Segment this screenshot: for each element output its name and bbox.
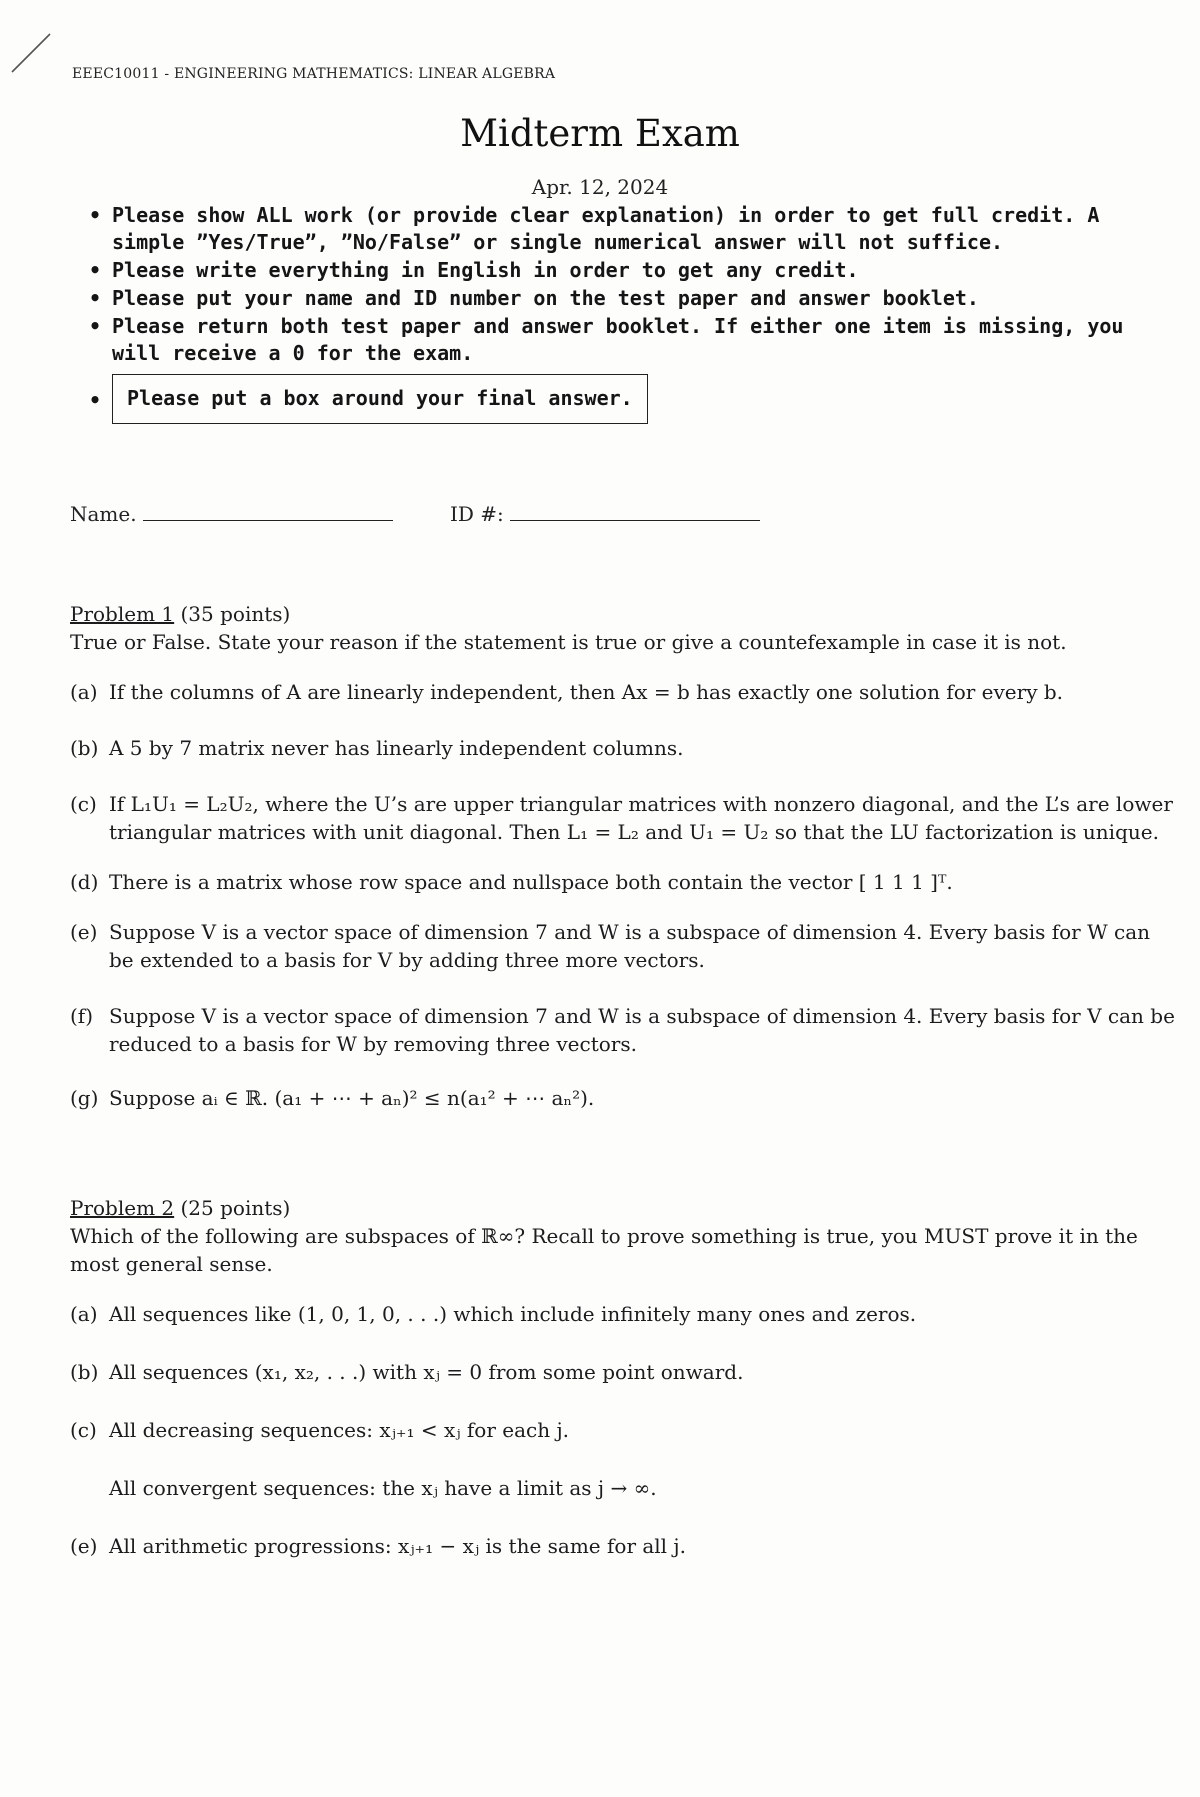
problem-2-points: (25 points) bbox=[180, 1196, 291, 1220]
instruction-text: Please write everything in English in order to get any credit. bbox=[112, 258, 859, 282]
bullet-icon: • bbox=[88, 286, 102, 310]
bullet-icon: • bbox=[88, 203, 102, 227]
exam-date: Apr. 12, 2024 bbox=[531, 175, 669, 199]
instruction-text: Please return both test paper and answer booklet. If either one item is missing, you will receive a 0 for the exam. bbox=[112, 314, 1124, 365]
bullet-icon: • bbox=[88, 314, 102, 338]
problem-1-points: (35 points) bbox=[180, 602, 291, 626]
instruction-item bbox=[88, 285, 1148, 312]
instruction-item bbox=[88, 313, 1148, 367]
problem-1-part-f: (f) Suppose V is a vector space of dimension 7 and W is a subspace of dimension 4. Every basis for V can be reduced to a basis for W by removing three vectors. bbox=[70, 1004, 1175, 1056]
problem-1-parts bbox=[70, 678, 1175, 1112]
problem-2-part-b: (b) All sequences (x₁, x₂, . . .) with xⱼ = 0 from some point onward. bbox=[70, 1360, 744, 1384]
bullet-icon: • bbox=[88, 388, 102, 412]
course-header: EEEC10011 - ENGINEERING MATHEMATICS: LINEAR ALGEBRA bbox=[72, 66, 556, 82]
instructions-list bbox=[88, 202, 1148, 425]
id-blank-line[interactable] bbox=[510, 506, 760, 521]
problem-2-intro: Which of the following are subspaces of ℝ∞? Recall to prove something is true, you MUST prove it in the most general sense. bbox=[70, 1224, 1138, 1276]
instruction-item-boxed bbox=[88, 371, 1148, 424]
boxed-instruction: Please put a box around your final answer. bbox=[112, 374, 648, 424]
problem-2-heading bbox=[70, 1194, 1175, 1222]
name-blank-line[interactable] bbox=[143, 506, 393, 521]
bullet-icon: • bbox=[88, 258, 102, 282]
problem-2-section bbox=[70, 1194, 1175, 1560]
problem-1-part-b: (b) A 5 by 7 matrix never has linearly independent columns. bbox=[70, 736, 684, 760]
problem-2-part-d: All convergent sequences: the xⱼ have a limit as j → ∞. bbox=[109, 1476, 657, 1500]
problem-2-parts bbox=[70, 1300, 1175, 1560]
problem-1-part-a: (a) If the columns of A are linearly independent, then Ax = b has exactly one solution for every b. bbox=[70, 680, 1064, 704]
pen-stroke-mark bbox=[8, 30, 54, 76]
name-field[interactable] bbox=[70, 502, 393, 526]
problem-2-part-e: (e) All arithmetic progressions: xⱼ₊₁ − xⱼ is the same for all j. bbox=[70, 1534, 686, 1558]
problem-2-label: Problem 2 bbox=[70, 1196, 175, 1220]
instruction-text: Please show ALL work (or provide clear explanation) in order to get full credit. A simple ”Yes/True”, ”No/False” or single numerical answer will not suffice. bbox=[112, 203, 1100, 254]
id-field[interactable] bbox=[450, 502, 760, 526]
problem-1-part-d: (d) There is a matrix whose row space and nullspace both contain the vector [ 1 1 1 ]ᵀ. bbox=[70, 870, 953, 894]
problem-1-part-g: (g) Suppose aᵢ ∈ ℝ. (a₁ + ⋯ + aₙ)² ≤ n(a₁² + ⋯ aₙ²). bbox=[70, 1086, 595, 1110]
id-label: ID #: bbox=[450, 502, 504, 526]
exam-title: Midterm Exam bbox=[460, 112, 740, 155]
problem-1-label: Problem 1 bbox=[70, 602, 175, 626]
problem-1-heading bbox=[70, 600, 1175, 628]
instruction-text: Please put your name and ID number on the test paper and answer booklet. bbox=[112, 286, 979, 310]
problem-1-section bbox=[70, 600, 1175, 1112]
problem-1-intro: True or False. State your reason if the statement is true or give a countefexample in case it is not. bbox=[70, 630, 1067, 654]
problem-2-part-a: (a) All sequences like (1, 0, 1, 0, . . .) which include infinitely many ones and zeros. bbox=[70, 1302, 917, 1326]
instruction-item bbox=[88, 257, 1148, 284]
problem-1-part-e: (e) Suppose V is a vector space of dimension 7 and W is a subspace of dimension 4. Every basis for W can be extended to a basis for V by adding three more vectors. bbox=[70, 920, 1151, 972]
problem-2-part-c: (c) All decreasing sequences: xⱼ₊₁ < xⱼ for each j. bbox=[70, 1418, 569, 1442]
instruction-item bbox=[88, 202, 1148, 256]
problem-1-part-c: (c) If L₁U₁ = L₂U₂, where the U’s are upper triangular matrices with nonzero diagonal, and the L’s are lower triangular matrices with unit diagonal. Then L₁ = L₂ and U₁ = U₂ so that the LU factorization is unique. bbox=[70, 792, 1173, 844]
name-label: Name. bbox=[70, 502, 137, 526]
